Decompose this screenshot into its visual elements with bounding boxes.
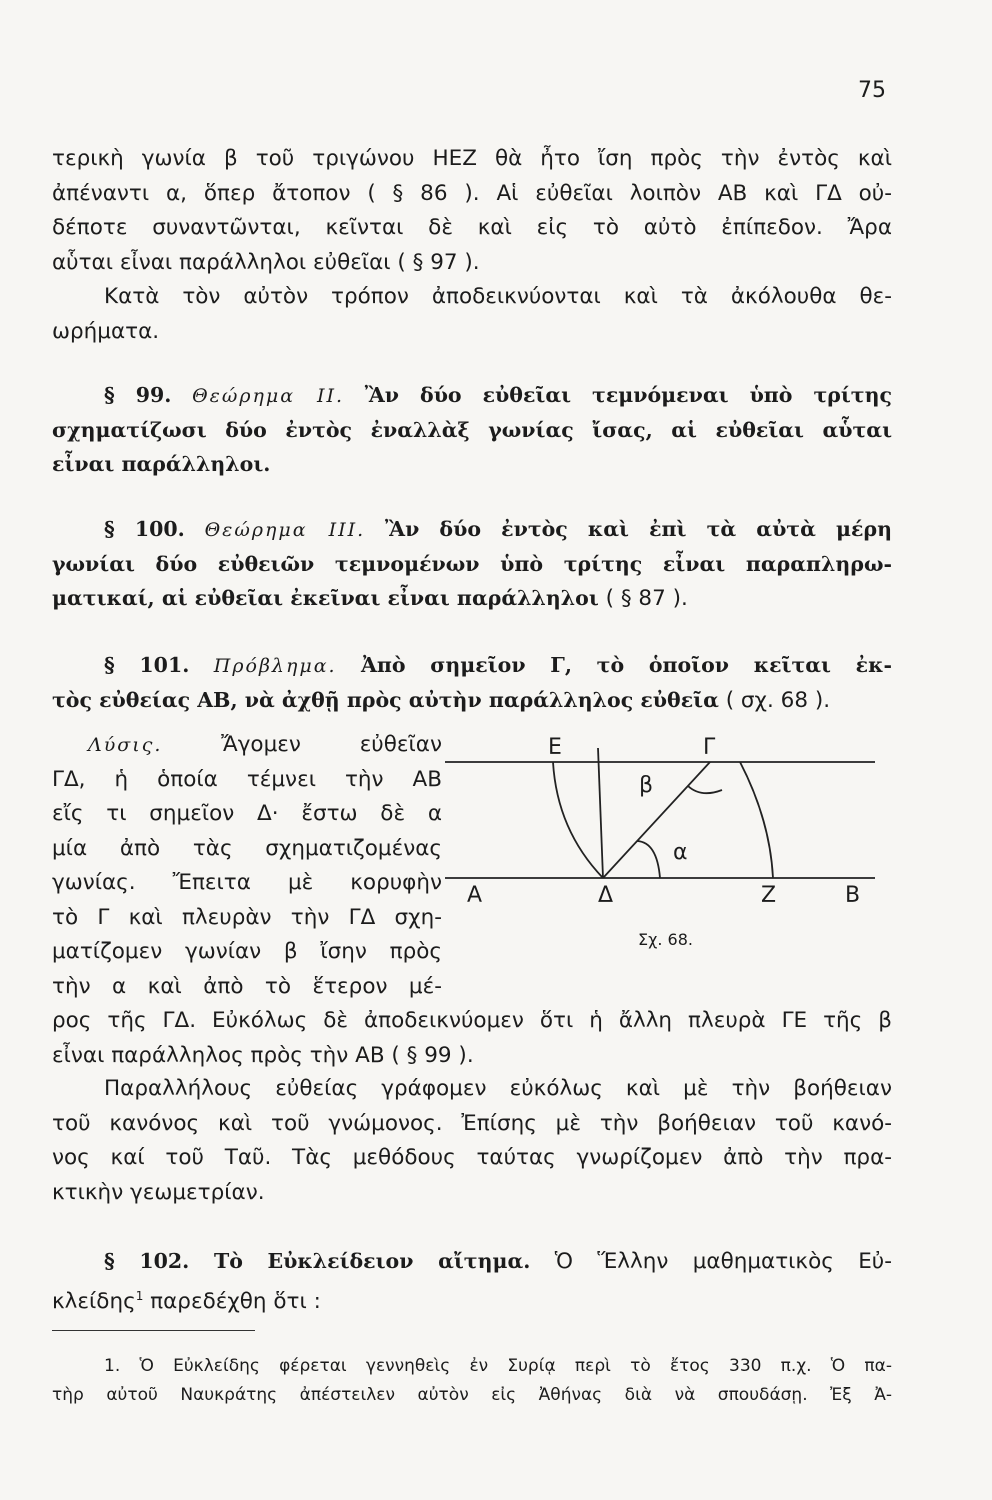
arc-alpha: [740, 762, 773, 878]
geometry-diagram: [445, 740, 885, 930]
text-line: ματίζομεν γωνίαν β ἴσην πρὸς: [52, 939, 442, 964]
theorem-label: Θεώρημα ΙΙΙ.: [204, 519, 366, 541]
side-GE: [598, 748, 603, 878]
theorem-text: γωνίαι δύο εὐθειῶν τεμνομένων ὑπὸ τρίτης εἶναι παραπληρω-: [52, 551, 892, 576]
angle-label-alpha: α: [673, 840, 688, 865]
paragraph-parallel-drawing: [52, 1072, 892, 1210]
footnote-divider: [52, 1330, 255, 1331]
section-number: § 99.: [104, 383, 172, 407]
theorem-text: Ἂν δύο εὐθεῖαι τεμνόμεναι ὑπὸ τρίτης: [364, 383, 892, 407]
theorem-text: σχηματίζωσι δύο ἐντὸς ἐναλλὰξ γωνίας ἴσας, αἱ εὐθεῖαι αὗται: [52, 417, 892, 442]
footnote: [52, 1352, 892, 1410]
section-heading: § 102. Τὸ Εὐκλείδειον αἴτημα.: [104, 1249, 531, 1273]
point-label-B: Β: [845, 883, 861, 908]
text-line: νος καί τοῦ Ταῦ. Τὰς μεθόδους ταύτας γνωρίζομεν ἀπὸ τὴν πρα-: [52, 1145, 892, 1170]
text-line: ἀπέναντι α, ὅπερ ἄτοπον ( § 86 ). Αἱ εὐθεῖαι λοιπὸν ΑΒ καὶ ΓΔ οὐ-: [52, 180, 892, 206]
text-line: κλείδης: [52, 1288, 136, 1314]
text-line: Παραλλήλους εὐθείας γράφομεν εὐκόλως καὶ μὲ τὴν βοήθειαν: [104, 1076, 892, 1101]
theorem-label: Θεώρημα ΙΙ.: [192, 385, 345, 407]
footnote-marker: 1: [135, 1288, 144, 1303]
footnote-line: 1. Ὁ Εὐκλείδης φέρεται γεννηθεὶς ἐν Συρίᾳ περὶ τὸ ἔτος 330 π.χ. Ὁ πα-: [104, 1356, 892, 1376]
point-label-A: Α: [467, 883, 483, 908]
section-102-euclid-postulate: [52, 1244, 892, 1313]
theorem-text: ματικαί, αἱ εὐθεῖαι ἐκεῖναι εἶναι παράλληλοι: [52, 586, 599, 610]
point-label-D: Δ: [598, 883, 614, 908]
section-number: § 101.: [104, 653, 190, 677]
text-line: δέποτε συναντῶνται, κεῖνται δὲ καὶ εἰς τὸ αὐτὸ ἐπίπεδον. Ἄρα: [52, 215, 892, 240]
point-label-E: Ε: [548, 735, 562, 760]
text-line: τὸ Γ καὶ πλευρὰν τὴν ΓΔ σχη-: [52, 904, 442, 930]
section-99-theorem-2: [52, 378, 892, 482]
figure-reference: ( σχ. 68 ).: [725, 687, 831, 713]
text-line: τὴν α καὶ ἀπὸ τὸ ἕτερον μέ-: [52, 973, 442, 999]
reference: ( § 87 ).: [605, 586, 688, 611]
section-101-problem: [52, 648, 892, 717]
point-label-Z: Ζ: [761, 883, 777, 908]
problem-text: τὸς εὐθείας ΑΒ, νὰ ἀχθῇ πρὸς αὐτὴν παράλληλος εὐθεῖα: [52, 687, 719, 712]
text-line: τοῦ κανόνος καὶ τοῦ γνώμονος. Ἐπίσης μὲ τὴν βοήθειαν τοῦ κανό-: [52, 1110, 892, 1136]
point-label-G: Γ: [703, 735, 716, 760]
text-line: ΓΔ, ἡ ὁποία τέμνει τὴν ΑΒ: [52, 766, 442, 792]
figure-68: [445, 735, 885, 934]
footnote-line: τὴρ αὐτοῦ Ναυκράτης ἀπέστειλεν αὐτὸν εἰς Ἀθήνας διὰ νὰ σπουδάσῃ. Ἐξ Ἀ-: [52, 1385, 892, 1405]
problem-text: Ἀπὸ σημεῖον Γ, τὸ ὁποῖον κεῖται ἐκ-: [360, 653, 892, 677]
angle-alpha-mark: [637, 841, 660, 878]
section-number: § 100.: [104, 517, 185, 541]
text-line: τερικὴ γωνία β τοῦ τριγώνου ΗΕΖ θὰ ἦτο ἴση πρὸς τὴν ἐντὸς καὶ: [52, 146, 892, 171]
arc-beta: [553, 762, 603, 878]
solution-label: Λύσις.: [88, 734, 163, 756]
angle-beta-mark: [688, 786, 722, 793]
text-line: ωρήματα.: [52, 318, 160, 344]
text-line: παρεδέχθη ὅτι :: [143, 1288, 321, 1314]
text-line: αὗται εἶναι παράλληλοι εὐθεῖαι ( § 97 ).: [52, 249, 480, 275]
page-number: 75: [858, 78, 886, 103]
text-line: μία ἀπὸ τὰς σχηματιζομένας: [52, 835, 442, 861]
section-100-theorem-3: [52, 512, 892, 616]
angle-label-beta: β: [639, 773, 654, 798]
solution-column: [52, 728, 442, 1004]
text-line: εἶναι παράλληλος πρὸς τὴν ΑΒ ( § 99 ).: [52, 1042, 474, 1068]
paragraph-proof-end: [52, 142, 892, 349]
solution-continuation: [52, 1004, 892, 1073]
problem-label: Πρόβλημα.: [213, 655, 337, 677]
theorem-text: εἶναι παράλληλοι.: [52, 452, 271, 476]
theorem-text: Ἂν δύο ἐντὸς καὶ ἐπὶ τὰ αὐτὰ μέρη: [385, 517, 892, 541]
text-line: Ἄγομεν εὐθεῖαν: [221, 732, 442, 757]
text-line: Κατὰ τὸν αὐτὸν τρόπον ἀποδεικνύονται καὶ τὰ ἀκόλουθα θε-: [104, 284, 892, 309]
text-line: εἴς τι σημεῖον Δ· ἔστω δὲ α: [52, 801, 442, 826]
text-line: ρος τῆς ΓΔ. Εὐκόλως δὲ ἀποδεικνύομεν ὅτι ἡ ἄλλη πλευρὰ ΓΕ τῆς β: [52, 1008, 892, 1033]
text-line: γωνίας. Ἔπειτα μὲ κορυφὴν: [52, 870, 442, 895]
text-line: Ὁ Ἕλλην μαθηματικὸς Εὐ-: [554, 1249, 892, 1274]
figure-caption: Σχ. 68.: [638, 930, 693, 949]
text-line: κτικὴν γεωμετρίαν.: [52, 1179, 265, 1205]
